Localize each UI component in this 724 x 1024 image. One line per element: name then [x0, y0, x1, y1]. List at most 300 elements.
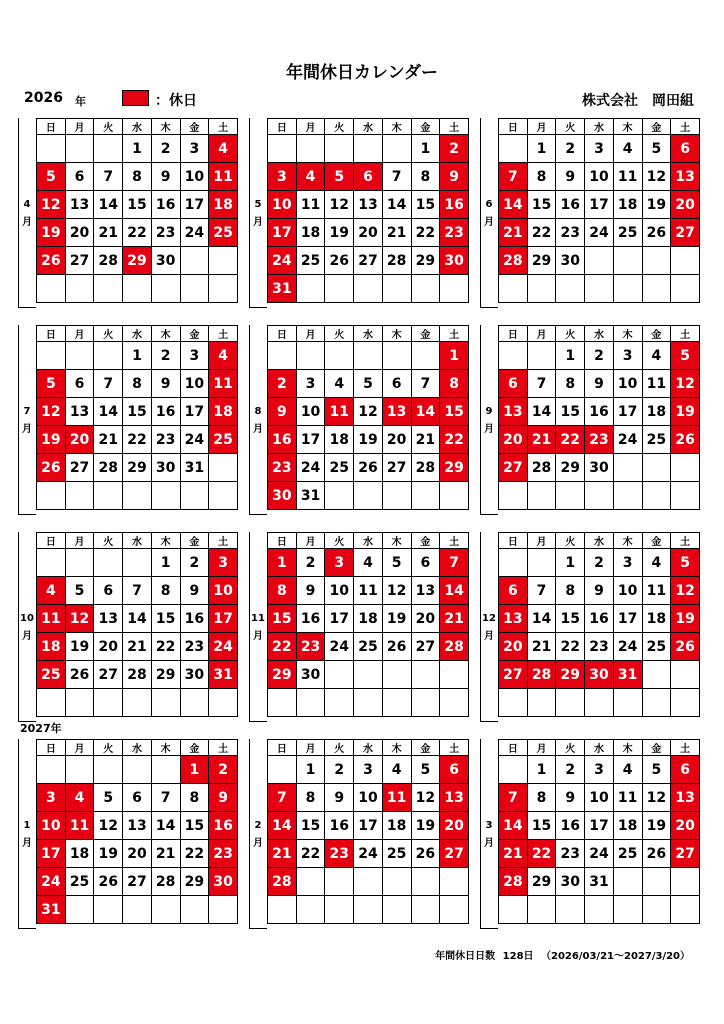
empty-day-cell: [411, 275, 440, 303]
week-row: [37, 398, 238, 426]
day-cell: 28: [94, 454, 123, 482]
empty-day-cell: [354, 689, 383, 717]
weekday-header: 木: [151, 326, 180, 342]
holiday-day-cell: 28: [268, 868, 297, 896]
week-row: [499, 812, 700, 840]
day-cell: 24: [585, 219, 614, 247]
weekday-header: 火: [556, 326, 585, 342]
day-cell: 13: [65, 191, 94, 219]
empty-day-cell: [671, 482, 700, 510]
month-block: [249, 325, 469, 515]
holiday-day-cell: 22: [440, 426, 469, 454]
day-cell: 28: [382, 247, 411, 275]
day-cell: 18: [65, 840, 94, 868]
day-cell: 11: [296, 191, 325, 219]
weekday-header-row: [37, 119, 238, 135]
week-row: [499, 482, 700, 510]
month-label: 2 月: [253, 820, 263, 849]
holiday-day-cell: 19: [671, 605, 700, 633]
week-row: [37, 896, 238, 924]
weekday-header: 月: [65, 326, 94, 342]
holiday-day-cell: 19: [37, 219, 66, 247]
day-cell: 7: [527, 370, 556, 398]
weekday-header: 土: [209, 740, 238, 756]
empty-day-cell: [94, 275, 123, 303]
empty-day-cell: [354, 135, 383, 163]
holiday-day-cell: 13: [440, 784, 469, 812]
day-cell: 25: [354, 633, 383, 661]
day-cell: 13: [123, 812, 152, 840]
day-cell: 30: [180, 661, 209, 689]
week-row: [37, 135, 238, 163]
year-unit-label: 年: [75, 95, 86, 108]
day-cell: 28: [123, 661, 152, 689]
week-row: [37, 840, 238, 868]
day-cell: 7: [527, 577, 556, 605]
empty-day-cell: [151, 756, 180, 784]
day-cell: 24: [296, 454, 325, 482]
day-cell: 3: [180, 135, 209, 163]
day-cell: 17: [180, 191, 209, 219]
empty-day-cell: [209, 689, 238, 717]
empty-day-cell: [642, 661, 671, 689]
day-cell: 11: [613, 784, 642, 812]
week-row: [268, 135, 469, 163]
day-cell: 22: [296, 840, 325, 868]
day-cell: 30: [151, 454, 180, 482]
day-cell: 24: [585, 840, 614, 868]
day-cell: 17: [296, 426, 325, 454]
week-row: [268, 370, 469, 398]
weekday-header: 木: [382, 740, 411, 756]
empty-day-cell: [94, 135, 123, 163]
week-row: [268, 482, 469, 510]
week-row: [37, 577, 238, 605]
day-cell: 8: [180, 784, 209, 812]
weekday-header: 日: [37, 740, 66, 756]
day-cell: 26: [354, 454, 383, 482]
week-row: [37, 549, 238, 577]
weekday-header: 火: [325, 326, 354, 342]
weekday-header: 水: [354, 326, 383, 342]
day-cell: 7: [411, 370, 440, 398]
empty-day-cell: [94, 689, 123, 717]
day-cell: 16: [585, 605, 614, 633]
day-cell: 26: [65, 661, 94, 689]
day-cell: 19: [411, 812, 440, 840]
holiday-day-cell: 6: [440, 756, 469, 784]
month-table: [267, 739, 469, 924]
empty-day-cell: [37, 275, 66, 303]
day-cell: 9: [585, 577, 614, 605]
day-cell: 13: [94, 605, 123, 633]
empty-day-cell: [354, 896, 383, 924]
week-row: [268, 756, 469, 784]
day-cell: 22: [123, 219, 152, 247]
month-label-column: [18, 532, 36, 722]
empty-day-cell: [382, 689, 411, 717]
day-cell: 10: [354, 784, 383, 812]
day-cell: 18: [354, 605, 383, 633]
day-cell: 25: [325, 454, 354, 482]
holiday-day-cell: 21: [268, 840, 297, 868]
empty-day-cell: [354, 868, 383, 896]
day-cell: 3: [180, 342, 209, 370]
weekday-header: 日: [268, 326, 297, 342]
month-table: [36, 532, 238, 717]
day-cell: 3: [585, 756, 614, 784]
holiday-day-cell: 11: [325, 398, 354, 426]
day-cell: 19: [325, 219, 354, 247]
day-cell: 17: [325, 605, 354, 633]
month-block: [18, 739, 238, 929]
week-row: [499, 605, 700, 633]
empty-day-cell: [671, 454, 700, 482]
day-cell: 28: [527, 454, 556, 482]
footer-summary: [431, 947, 690, 962]
weekday-header: 土: [209, 119, 238, 135]
day-cell: 2: [585, 342, 614, 370]
empty-day-cell: [671, 247, 700, 275]
day-cell: 21: [123, 633, 152, 661]
week-row: [268, 219, 469, 247]
weekday-header: 木: [613, 326, 642, 342]
holiday-day-cell: 19: [671, 398, 700, 426]
empty-day-cell: [180, 247, 209, 275]
month-label: 7 月: [22, 406, 32, 435]
day-cell: 12: [325, 191, 354, 219]
day-cell: 16: [325, 812, 354, 840]
weekday-header: 土: [209, 533, 238, 549]
weekday-header: 水: [585, 326, 614, 342]
day-cell: 15: [411, 191, 440, 219]
holiday-day-cell: 26: [37, 247, 66, 275]
month-label-column: [480, 532, 498, 722]
day-cell: 1: [123, 135, 152, 163]
holiday-day-cell: 17: [37, 840, 66, 868]
weekday-header-row: [268, 326, 469, 342]
month-table: [267, 118, 469, 303]
day-cell: 16: [556, 191, 585, 219]
week-row: [268, 426, 469, 454]
day-cell: 4: [354, 549, 383, 577]
day-cell: 8: [556, 370, 585, 398]
weekday-header: 木: [382, 533, 411, 549]
day-cell: 25: [296, 247, 325, 275]
day-cell: 24: [613, 633, 642, 661]
day-cell: 18: [642, 605, 671, 633]
empty-day-cell: [411, 482, 440, 510]
day-cell: 2: [325, 756, 354, 784]
day-cell: 16: [151, 191, 180, 219]
holiday-day-cell: 7: [499, 163, 528, 191]
week-row: [37, 454, 238, 482]
holiday-day-cell: 5: [325, 163, 354, 191]
month-block: [249, 118, 469, 308]
holiday-day-cell: 25: [37, 661, 66, 689]
day-cell: 31: [296, 482, 325, 510]
day-cell: 16: [296, 605, 325, 633]
day-cell: 11: [354, 577, 383, 605]
weekday-header: 日: [37, 119, 66, 135]
holiday-day-cell: 26: [671, 426, 700, 454]
day-cell: 2: [151, 135, 180, 163]
weekday-header: 月: [65, 119, 94, 135]
holiday-day-cell: 1: [268, 549, 297, 577]
day-cell: 29: [411, 247, 440, 275]
empty-day-cell: [556, 275, 585, 303]
day-cell: 4: [613, 135, 642, 163]
weekday-header: 水: [585, 533, 614, 549]
day-cell: 23: [556, 219, 585, 247]
day-cell: 8: [527, 784, 556, 812]
empty-day-cell: [151, 482, 180, 510]
weekday-header: 月: [65, 740, 94, 756]
day-cell: 10: [180, 370, 209, 398]
empty-day-cell: [613, 689, 642, 717]
holiday-day-cell: 23: [440, 219, 469, 247]
day-cell: 24: [325, 633, 354, 661]
weekday-header: 金: [180, 533, 209, 549]
empty-day-cell: [585, 247, 614, 275]
month-table: [498, 325, 700, 510]
holiday-day-cell: 16: [440, 191, 469, 219]
month-table: [267, 325, 469, 510]
month-label-column: [249, 325, 267, 515]
day-cell: 20: [94, 633, 123, 661]
weekday-header: 火: [94, 326, 123, 342]
day-cell: 17: [585, 812, 614, 840]
day-cell: 6: [94, 577, 123, 605]
month-label: 9 月: [484, 406, 494, 435]
empty-day-cell: [94, 756, 123, 784]
month-label-column: [480, 739, 498, 929]
empty-day-cell: [268, 135, 297, 163]
holiday-day-cell: 15: [268, 605, 297, 633]
empty-day-cell: [268, 756, 297, 784]
weekday-header: 水: [123, 326, 152, 342]
month-label-column: [249, 532, 267, 722]
day-cell: 15: [180, 812, 209, 840]
day-cell: 12: [642, 163, 671, 191]
day-cell: 30: [151, 247, 180, 275]
holiday-day-cell: 31: [37, 896, 66, 924]
holiday-day-cell: 2: [209, 756, 238, 784]
empty-day-cell: [411, 689, 440, 717]
weekday-header: 日: [268, 740, 297, 756]
holiday-day-cell: 23: [325, 840, 354, 868]
month-table: [498, 532, 700, 717]
empty-day-cell: [354, 661, 383, 689]
empty-day-cell: [499, 756, 528, 784]
day-cell: 26: [325, 247, 354, 275]
month-block: [249, 532, 469, 722]
empty-day-cell: [94, 342, 123, 370]
weekday-header: 金: [642, 740, 671, 756]
empty-day-cell: [613, 482, 642, 510]
empty-day-cell: [527, 549, 556, 577]
holiday-day-cell: 30: [268, 482, 297, 510]
empty-day-cell: [411, 661, 440, 689]
month-table: [498, 118, 700, 303]
day-cell: 18: [296, 219, 325, 247]
holiday-day-cell: 30: [440, 247, 469, 275]
holiday-day-cell: 7: [268, 784, 297, 812]
day-cell: 27: [65, 247, 94, 275]
empty-day-cell: [382, 342, 411, 370]
week-row: [37, 633, 238, 661]
month-table: [36, 739, 238, 924]
empty-day-cell: [440, 896, 469, 924]
week-row: [268, 661, 469, 689]
day-cell: 1: [296, 756, 325, 784]
day-cell: 25: [613, 219, 642, 247]
day-cell: 2: [585, 549, 614, 577]
day-cell: 5: [65, 577, 94, 605]
weekday-header: 月: [296, 326, 325, 342]
month-block: [249, 739, 469, 929]
day-cell: 18: [382, 812, 411, 840]
empty-day-cell: [556, 896, 585, 924]
weekday-header: 土: [440, 740, 469, 756]
day-cell: 22: [411, 219, 440, 247]
month-label-column: [18, 325, 36, 515]
day-cell: 6: [65, 163, 94, 191]
day-cell: 8: [527, 163, 556, 191]
weekday-header: 水: [123, 740, 152, 756]
day-cell: 7: [382, 163, 411, 191]
holiday-day-cell: 1: [440, 342, 469, 370]
holiday-day-cell: 9: [268, 398, 297, 426]
footer-period: （2026/03/21～2027/3/20）: [541, 951, 690, 962]
day-cell: 9: [585, 370, 614, 398]
day-cell: 25: [65, 868, 94, 896]
empty-day-cell: [94, 482, 123, 510]
weekday-header: 火: [556, 119, 585, 135]
day-cell: 23: [180, 633, 209, 661]
weekday-header: 水: [354, 119, 383, 135]
empty-day-cell: [382, 135, 411, 163]
month-label-column: [18, 739, 36, 929]
empty-day-cell: [296, 135, 325, 163]
holiday-day-cell: 13: [499, 605, 528, 633]
week-row: [499, 454, 700, 482]
empty-day-cell: [180, 896, 209, 924]
day-cell: 24: [354, 840, 383, 868]
holiday-day-cell: 6: [499, 370, 528, 398]
weekday-header: 火: [94, 740, 123, 756]
empty-day-cell: [180, 689, 209, 717]
holiday-day-cell: 24: [37, 868, 66, 896]
week-row: [268, 191, 469, 219]
day-cell: 15: [123, 191, 152, 219]
holiday-day-cell: 28: [499, 868, 528, 896]
empty-day-cell: [613, 454, 642, 482]
empty-day-cell: [499, 135, 528, 163]
weekday-header: 金: [411, 533, 440, 549]
empty-day-cell: [151, 689, 180, 717]
holiday-day-cell: 24: [209, 633, 238, 661]
holiday-day-cell: 4: [296, 163, 325, 191]
empty-day-cell: [325, 896, 354, 924]
empty-day-cell: [151, 275, 180, 303]
holiday-day-cell: 26: [37, 454, 66, 482]
week-row: [499, 661, 700, 689]
day-cell: 12: [382, 577, 411, 605]
week-row: [499, 896, 700, 924]
holiday-day-cell: 25: [209, 219, 238, 247]
day-cell: 7: [94, 163, 123, 191]
month-label: 1 月: [22, 820, 32, 849]
week-row: [499, 275, 700, 303]
day-cell: 16: [180, 605, 209, 633]
holiday-day-cell: 23: [268, 454, 297, 482]
weekday-header-row: [499, 326, 700, 342]
empty-day-cell: [440, 689, 469, 717]
week-row: [499, 219, 700, 247]
empty-day-cell: [671, 275, 700, 303]
empty-day-cell: [94, 549, 123, 577]
weekday-header: 金: [642, 533, 671, 549]
weekday-header: 金: [411, 119, 440, 135]
day-cell: 5: [411, 756, 440, 784]
day-cell: 19: [642, 191, 671, 219]
day-cell: 30: [296, 661, 325, 689]
empty-day-cell: [123, 549, 152, 577]
day-cell: 8: [151, 577, 180, 605]
day-cell: 3: [613, 342, 642, 370]
day-cell: 31: [585, 868, 614, 896]
weekday-header: 木: [151, 533, 180, 549]
day-cell: 10: [325, 577, 354, 605]
day-cell: 15: [556, 398, 585, 426]
week-row: [499, 784, 700, 812]
empty-day-cell: [527, 482, 556, 510]
weekday-header: 金: [411, 326, 440, 342]
holiday-day-cell: 5: [671, 549, 700, 577]
day-cell: 26: [94, 868, 123, 896]
day-cell: 18: [642, 398, 671, 426]
day-cell: 27: [123, 868, 152, 896]
day-cell: 19: [382, 605, 411, 633]
holiday-day-cell: 16: [209, 812, 238, 840]
day-cell: 15: [527, 812, 556, 840]
week-row: [37, 661, 238, 689]
day-cell: 25: [613, 840, 642, 868]
week-row: [499, 689, 700, 717]
day-cell: 19: [65, 633, 94, 661]
day-cell: 21: [94, 219, 123, 247]
week-row: [268, 784, 469, 812]
day-cell: 20: [382, 426, 411, 454]
day-cell: 10: [585, 784, 614, 812]
empty-day-cell: [180, 275, 209, 303]
empty-day-cell: [180, 482, 209, 510]
day-cell: 4: [325, 370, 354, 398]
day-cell: 1: [527, 135, 556, 163]
day-cell: 14: [527, 398, 556, 426]
day-cell: 4: [613, 756, 642, 784]
empty-day-cell: [642, 896, 671, 924]
day-cell: 2: [296, 549, 325, 577]
weekday-header: 土: [671, 119, 700, 135]
holiday-day-cell: 6: [499, 577, 528, 605]
holiday-day-cell: 14: [499, 191, 528, 219]
holiday-day-cell: 18: [209, 191, 238, 219]
empty-day-cell: [325, 342, 354, 370]
holiday-day-cell: 1: [180, 756, 209, 784]
page-title: 年間休日カレンダー: [286, 63, 438, 83]
